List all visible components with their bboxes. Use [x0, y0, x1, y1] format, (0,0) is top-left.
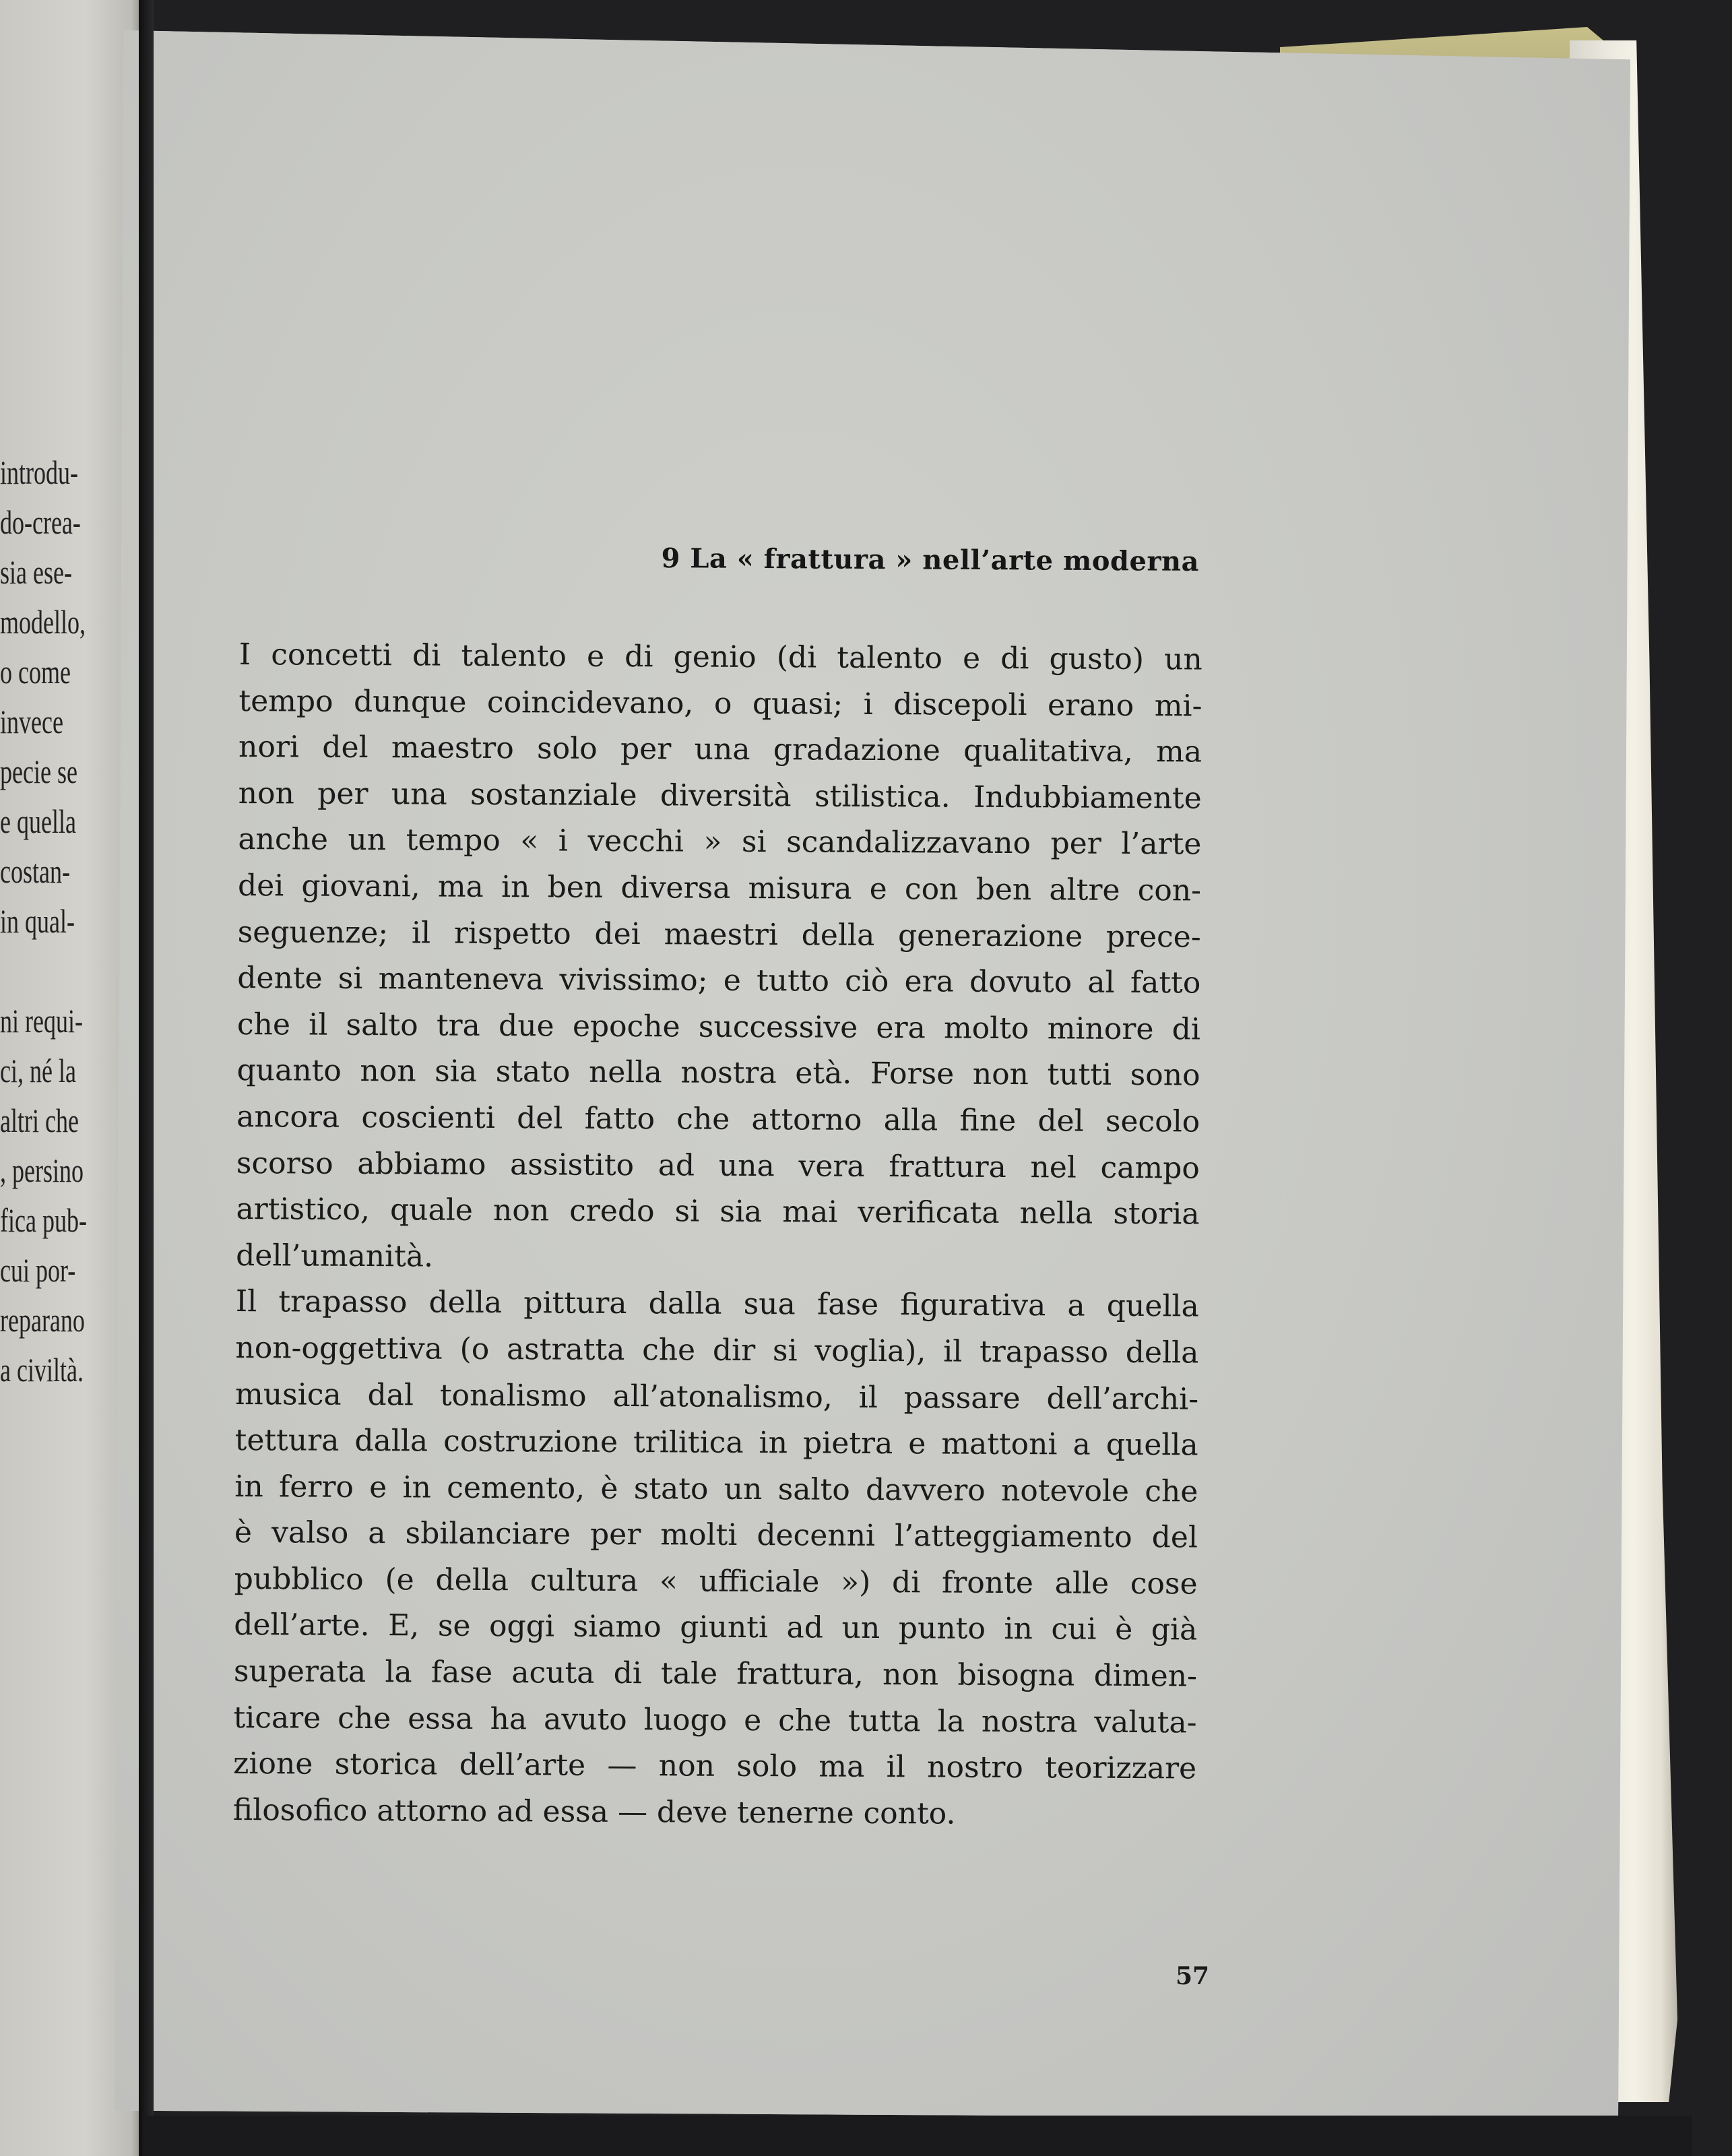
text-line: Il trapasso della pittura dalla sua fase figurativa a quella [235, 1284, 1199, 1324]
text-line: ancora coscienti del fatto che attorno alla fine del secolo [236, 1099, 1200, 1139]
text-line: nori del maestro solo per una gradazione qualitativa, ma [238, 730, 1202, 769]
text-line: pubblico (e della cultura « ufficiale ») di fronte alle cose [234, 1561, 1198, 1602]
body-text [233, 632, 1202, 1839]
previous-page-line: cui por- [0, 1251, 76, 1289]
page-number: 57 [1176, 1962, 1210, 1990]
previous-page-line: altri che [0, 1102, 79, 1139]
text-line: tempo dunque coincidevano, o quasi; i discepoli erano mi- [238, 683, 1202, 724]
previous-page-line: fica pub- [0, 1201, 87, 1239]
text-line: dell’umanità. [236, 1238, 434, 1274]
previous-page-line: e quella [0, 802, 76, 840]
text-line: anche un tempo « i vecchi » si scandalizzavano per l’arte [238, 822, 1202, 862]
text-line: che il salto tra due epoche successive era molto minore di [236, 1007, 1201, 1047]
text-line: superata la fase acuta di tale frattura, non bisogna dimen- [233, 1654, 1198, 1694]
previous-page-line: reparano [0, 1301, 85, 1339]
previous-page-line: a civiltà. [0, 1351, 84, 1389]
previous-page-line: o come [0, 653, 71, 691]
book-gutter [139, 0, 154, 2156]
text-line: artistico, quale non credo si sia mai verificata nella storia [236, 1192, 1200, 1232]
previous-page-line: in qual- [0, 902, 75, 940]
text-line: quanto non sia stato nella nostra età. Forse non tutti sono [236, 1053, 1200, 1093]
previous-page-line: sia ese- [0, 553, 72, 591]
text-line: scorso abbiamo assistito ad una vera frattura nel campo [236, 1145, 1200, 1186]
previous-page-line: , persino [0, 1151, 84, 1189]
previous-page-line: pecie se [0, 753, 77, 790]
previous-page-line: costan- [0, 852, 70, 890]
text-line: filosofico attorno ad essa — deve tenerne conto. [232, 1792, 956, 1831]
text-line: musica dal tonalismo all’atonalismo, il passare dell’archi- [234, 1376, 1199, 1416]
chapter-heading: 9 La « frattura » nell’arte moderna [661, 542, 1200, 577]
previous-page-line: introdu- [0, 453, 78, 491]
text-line: tettura dalla costruzione trilitica in pietra e mattoni a quella [234, 1423, 1198, 1463]
previous-page-line: ni requi- [0, 1002, 83, 1040]
text-line: ticare che essa ha avuto luogo e che tutta la nostra valuta- [233, 1700, 1197, 1740]
text-line: zione storica dell’arte — non solo ma il nostro teorizzare [233, 1746, 1197, 1786]
previous-page-line: do-crea- [0, 503, 81, 541]
text-line: dei giovani, ma in ben diversa misura e con ben altre con- [237, 868, 1202, 908]
text-line: in ferro e in cemento, è stato un salto davvero notevole che [234, 1469, 1198, 1509]
text-line: non per una sostanziale diversità stilistica. Indubbiamente [238, 775, 1202, 816]
text-line: dell’arte. E, se oggi siamo giunti ad un punto in cui è già [234, 1608, 1198, 1647]
text-line: I concetti di talento e di genio (di talento e di gusto) un [238, 637, 1202, 677]
previous-page-line: modello, [0, 603, 86, 641]
text-line: è valso a sbilanciare per molti decenni l’atteggiamento del [234, 1515, 1198, 1555]
text-line: seguenze; il rispetto dei maestri della generazione prece- [237, 914, 1201, 955]
text-line: non-oggettiva (o astratta che dir si voglia), il trapasso della [235, 1330, 1199, 1370]
previous-page-line: ci, né la [0, 1052, 76, 1089]
previous-page-line: invece [0, 703, 63, 740]
table-surface [143, 2116, 1692, 2156]
text-line: dente si manteneva vivissimo; e tutto ciò era dovuto al fatto [237, 961, 1201, 1001]
